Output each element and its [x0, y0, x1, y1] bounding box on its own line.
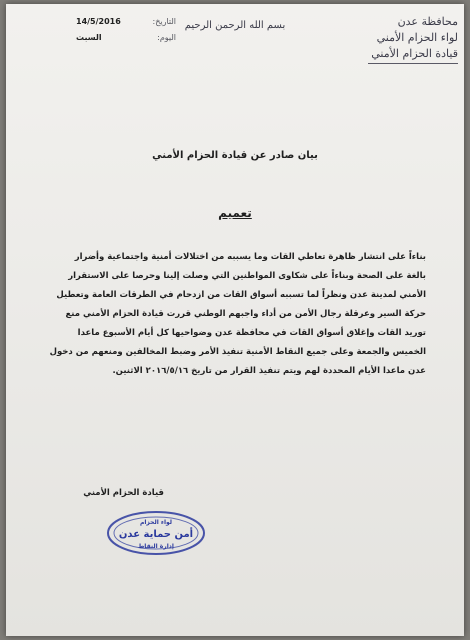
- statement-title: بيان صادر عن قيادة الحزام الأمني: [152, 150, 318, 161]
- date-label: التاريخ:: [152, 17, 176, 26]
- stamp-middle-text: أمن حماية عدن: [118, 529, 194, 540]
- body-line: الأمني لمدينة عدن ونظراً لما تسببه أسواق القات من ازدحام في الطرقات العامة وتعطيل: [56, 290, 426, 300]
- document-page: [6, 4, 464, 636]
- stamp-top-text: لواء الحزام: [139, 519, 173, 526]
- header-line-3: قيادة الحزام الأمني: [368, 46, 458, 64]
- date-value: 14/5/2016: [76, 17, 121, 26]
- body-line: الخميس والجمعة وعلى جميع النقاط الأمنية تنفيذ الأمر وضبط المخالفين ومنعهم من دخول: [49, 347, 426, 357]
- body-line: حركة السير وعرقلة رجال الأمن من أداء واجبهم الوطني قررت قيادة الحزام الأمني منع: [65, 309, 426, 319]
- stamp-graphic: [106, 510, 206, 556]
- day-label: اليوم:: [157, 33, 176, 42]
- statement-body: [36, 248, 426, 381]
- body-line: بناءاً على انتشار ظاهرة تعاطي القات وما يسببه من اختلالات أمنية واجتماعية وأضرار: [74, 252, 426, 262]
- stamp-bottom-text: إدارة النقاط: [138, 543, 174, 550]
- basmala: بسم الله الرحمن الرحيم: [184, 20, 286, 31]
- body-line: عدن ماعدا الأيام المحددة لهم ويتم تنفيذ القرار من تاريخ ٢٠١٦/٥/١٦ الاثنين.: [112, 366, 426, 376]
- body-line: بالغة على الصحة وبناءاً على شكاوى المواطنين التي وصلت إلينا وحرصا على الاستقرار: [68, 271, 426, 281]
- header-line-1: محافظة عدن: [397, 15, 458, 28]
- circular-heading: تعميم: [218, 206, 252, 220]
- official-stamp: [106, 510, 206, 556]
- signature-label: قيادة الحزام الأمني: [83, 488, 164, 498]
- day-value: السبت: [76, 33, 102, 42]
- date-block: [76, 14, 176, 46]
- header-line-2: لواء الحزام الأمني: [376, 31, 458, 44]
- body-line: توريد القات وإغلاق أسواق القات في محافظة عدن وضواحيها كل أيام الأسبوع ماعدا: [77, 328, 426, 338]
